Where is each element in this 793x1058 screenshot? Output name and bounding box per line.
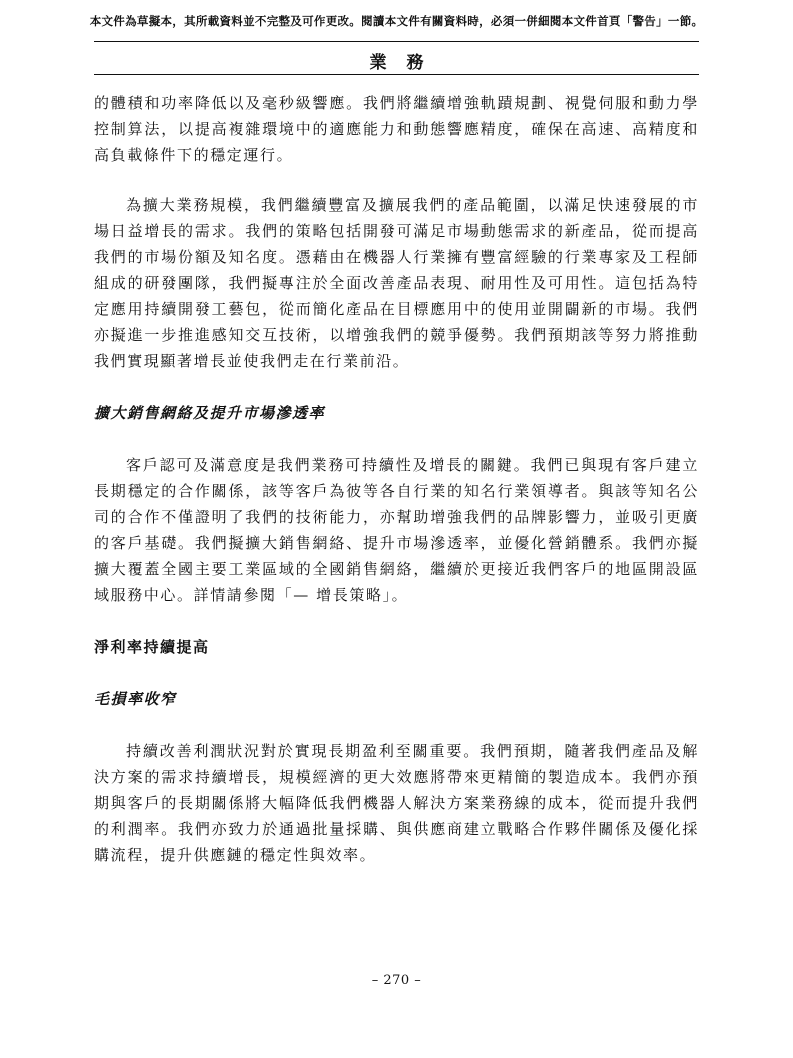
page-body [94,90,699,868]
paragraph-sales-network: 客戶認可及滿意度是我們業務可持續性及增長的關鍵。我們已與現有客戶建立長期穩定的合作關係，該等客戶為彼等各自行業的知名行業領導者。與該等知名公司的合作不僅證明了我們的技術能力，亦幫助增強我們的品牌影響力，並吸引更廣的客戶基礎。我們擬擴大銷售網絡、提升市場滲透率，並優化營銷體系。我們亦擬擴大覆蓋全國主要工業區域的全國銷售網絡，繼續於更接近我們客戶的地區開設區域服務中心。詳情請參閱「— 增長策略」。 [94,456,699,604]
section-title: 業務 [369,53,444,73]
header-bottom-rule [94,74,699,75]
page-number: – 270 – [371,973,422,988]
heading-gross-margin: 毛損率收窄 [94,690,177,708]
header-top-rule [94,41,699,42]
paragraph-margin: 持續改善利潤狀況對於實現長期盈利至關重要。我們預期，隨著我們產品及解決方案的需求持續增長，規模經濟的更大效應將帶來更精簡的製造成本。我們亦預期與客戶的長期關係將大幅降低我們機器人解決方案業務線的成本，從而提升我們的利潤率。我們亦致力於通過批量採購、與供應商建立戰略合作夥伴關係及優化採購流程，提升供應鏈的穩定性與效率。 [94,742,699,864]
paragraph-continued: 的體積和功率降低以及毫秒級響應。我們將繼續增強軌蹟規劃、視覺伺服和動力學控制算法，以提高複雜環境中的適應能力和動態響應精度，確保在高速、高精度和高負載條件下的穩定運行。 [94,94,699,164]
paragraph-business-expansion: 為擴大業務規模，我們繼續豐富及擴展我們的產品範圍，以滿足快速發展的市場日益增長的需求。我們的策略包括開發可滿足市場動態需求的新產品，從而提高我們的市場份額及知名度。憑藉由在機器人行業擁有豐富經驗的行業專家及工程師組成的研發團隊，我們擬專注於全面改善產品表現、耐用性及可用性。這包括為特定應用持續開發工藝包，從而簡化產品在目標應用中的使用並開闢新的市場。我們亦擬進一步推進感知交互技術，以增強我們的競爭優勢。我們預期該等努力將推動我們實現顯著增長並使我們走在行業前沿。 [94,196,699,370]
heading-net-margin: 淨利率持續提高 [94,638,210,656]
draft-disclaimer: 本文件為草擬本，其所載資料並不完整及可作更改。閱讀本文件有關資料時，必須一併細閱本文件首頁「警告」一節。 [89,14,704,28]
heading-sales-network: 擴大銷售網絡及提升市場滲透率 [94,404,326,422]
